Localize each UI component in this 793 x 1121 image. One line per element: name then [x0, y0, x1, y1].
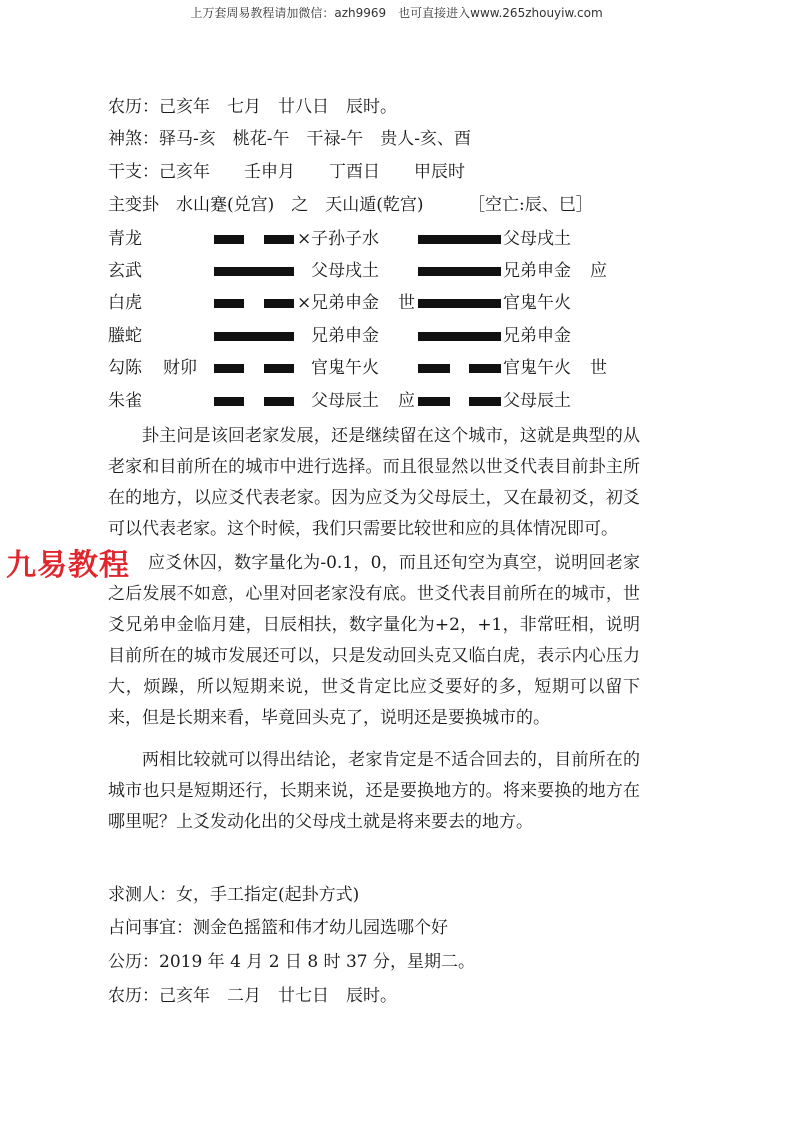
main-yao-label: 官鬼午火	[311, 358, 379, 378]
moving-mark: ×	[297, 229, 312, 249]
gua-row	[108, 390, 668, 412]
moving-mark: ×	[297, 293, 312, 313]
main-yao-label: 父母辰土	[311, 391, 379, 411]
gua-row	[108, 260, 668, 282]
analysis-paragraph-3	[108, 745, 640, 838]
gua-row	[108, 357, 668, 379]
change-yao-label: 兄弟申金	[503, 326, 571, 346]
paragraph-text: 应爻休囚，数字量化为-0.1，0，而且还旬空为真空，说明回老家之后发展不如意，心里对回老家没有底。世爻代表目前所在的城市，世爻兄弟申金临月建，日辰相扶，数字量化为+2，+1，非常旺相，说明目前所在的城市发展还可以，只是发动回头克又临白虎，表示内心压力大，烦躁，所以短期来说，世爻肯定比应爻要好的多，短期可以留下来，但是长期来看，毕竟回头克了，说明还是要换城市的。	[108, 553, 640, 728]
lunar-date-line: 农历：己亥年 七月 廿八日 辰时。	[108, 97, 397, 117]
main-yao-label: 兄弟申金	[311, 326, 379, 346]
change-yao-label: 父母戌土	[503, 229, 571, 249]
god-label: 朱雀	[108, 391, 142, 411]
case2-lunar-date-line: 农历：己亥年 二月 廿七日 辰时。	[108, 986, 397, 1006]
change-shiying-mark: 应	[590, 261, 607, 281]
god-label: 白虎	[108, 293, 142, 313]
gua-row	[108, 292, 668, 314]
logo: 九易教程	[6, 548, 130, 583]
main-yao-label: 父母戌土	[311, 261, 379, 281]
change-yao-label: 官鬼午火	[503, 293, 571, 313]
god-label: 螣蛇	[108, 326, 142, 346]
god-label: 玄武	[108, 261, 142, 281]
gua-row	[108, 325, 668, 347]
analysis-paragraph-1	[108, 421, 640, 545]
change-yao-label: 兄弟申金	[503, 261, 571, 281]
ganzhi-line: 干支：己亥年 壬申月 丁酉日 甲辰时	[108, 162, 465, 182]
header-watermark: 上万套周易教程请加微信：azh9969 也可直接进入www.265zhouyiw.com	[190, 6, 603, 20]
analysis-paragraph-2	[108, 548, 640, 734]
kongwang-label: ［空亡:辰、巳］	[468, 195, 593, 215]
fushen-label: 财卯	[163, 358, 197, 378]
case2-matter-line: 占问事宜：测金色摇篮和伟才幼儿园选哪个好	[108, 918, 448, 938]
main-shiying-mark: 应	[398, 391, 415, 411]
case2-person-line: 求测人：女，手工指定(起卦方式)	[108, 885, 360, 905]
case2-solar-date-line: 公历：2019 年 4 月 2 日 8 时 37 分，星期二。	[108, 952, 475, 972]
paragraph-text: 两相比较就可以得出结论，老家肯定是不适合回去的，目前所在的城市也只是短期还行，长期来说，还是要换地方的。将来要换的地方在哪里呢？上爻发动化出的父母戌土就是将来要去的地方。	[108, 750, 640, 832]
change-yao-label: 官鬼午火	[503, 358, 571, 378]
gua-row	[108, 228, 668, 250]
god-label: 勾陈	[108, 358, 142, 378]
main-yao-label: 兄弟申金	[311, 293, 379, 313]
gua-title-line: 主变卦 水山蹇(兑宫) 之 天山遁(乾宫)	[108, 195, 424, 215]
main-shiying-mark: 世	[398, 293, 415, 313]
change-shiying-mark: 世	[590, 358, 607, 378]
paragraph-text: 卦主问是该回老家发展，还是继续留在这个城市，这就是典型的从老家和目前所在的城市中进行选择。而且很显然以世爻代表目前卦主所在的地方，以应爻代表老家。因为应爻为父母辰土，又在最初爻，初爻可以代表老家。这个时候，我们只需要比较世和应的具体情况即可。	[108, 426, 640, 539]
god-label: 青龙	[108, 229, 142, 249]
main-yao-label: 子孙子水	[311, 229, 379, 249]
change-yao-label: 父母辰土	[503, 391, 571, 411]
shensha-line: 神煞：驿马-亥 桃花-午 干禄-午 贵人-亥、酉	[108, 129, 471, 149]
